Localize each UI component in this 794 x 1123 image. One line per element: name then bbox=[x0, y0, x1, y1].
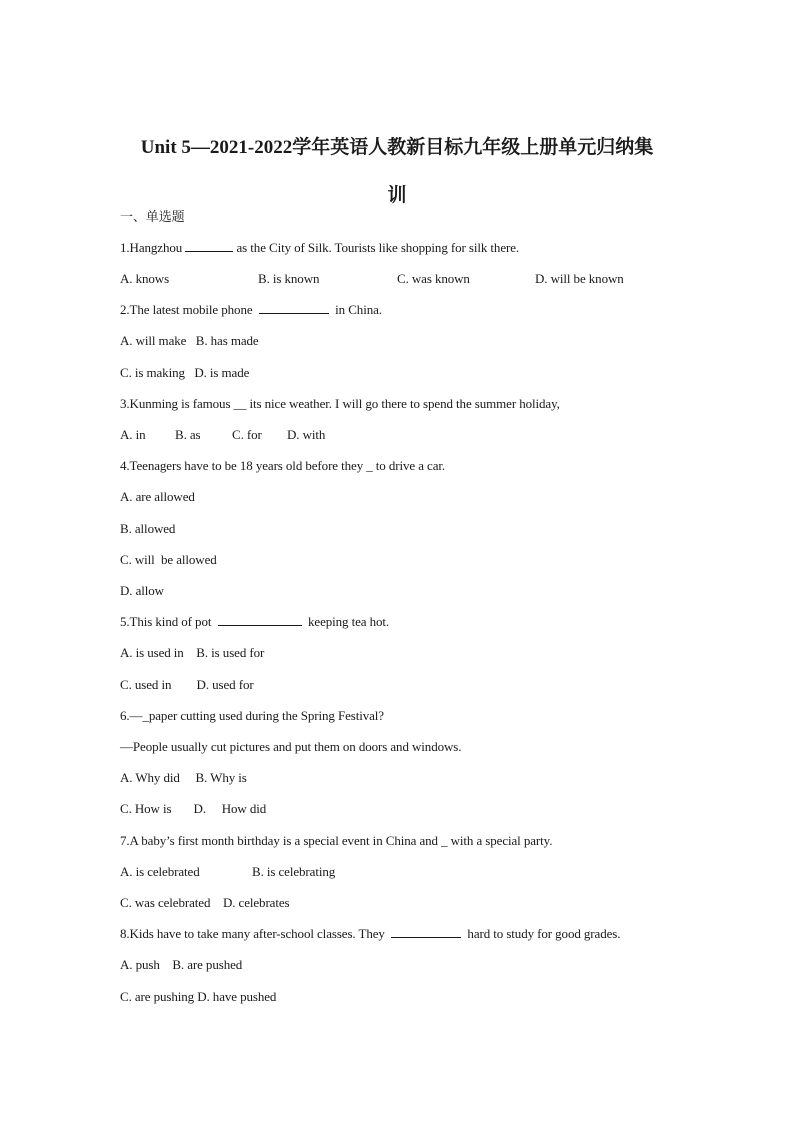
section-heading: 一、单选题 bbox=[120, 209, 185, 224]
q1-option-d: D. will be known bbox=[535, 271, 624, 286]
q7-option-b: B. is celebrating bbox=[252, 864, 336, 879]
question-8-stem bbox=[120, 926, 620, 942]
question-5-stem bbox=[120, 614, 389, 630]
question-1-options bbox=[120, 271, 680, 287]
question-5-options-row1: A. is used in B. is used for bbox=[120, 645, 265, 660]
q8-blank bbox=[391, 926, 461, 938]
q4-option-d: D. allow bbox=[120, 583, 164, 598]
q3-option-d: D. with bbox=[287, 427, 326, 442]
q2-stem-part2: in China. bbox=[335, 302, 382, 317]
q1-stem-part1: 1.Hangzhou bbox=[120, 240, 183, 255]
q5-stem-part1: 5.This kind of pot bbox=[120, 614, 212, 629]
question-2-options-row1: A. will make B. has made bbox=[120, 333, 259, 348]
question-1-stem bbox=[120, 240, 519, 256]
document-title bbox=[100, 124, 694, 220]
question-7-options-row1 bbox=[120, 864, 420, 880]
question-4-stem: 4.Teenagers have to be 18 years old before they _ to drive a car. bbox=[120, 458, 446, 473]
q3-option-c: C. for bbox=[232, 427, 262, 442]
q7-option-a: A. is celebrated bbox=[120, 864, 200, 879]
q8-stem-part2: hard to study for good grades. bbox=[467, 926, 621, 941]
q4-option-b: B. allowed bbox=[120, 521, 176, 536]
question-6-options-row1: A. Why did B. Why is bbox=[120, 770, 247, 785]
q3-option-a: A. in bbox=[120, 427, 146, 442]
q2-blank bbox=[259, 302, 329, 314]
q1-option-a: A. knows bbox=[120, 271, 170, 286]
question-7-options-row2: C. was celebrated D. celebrates bbox=[120, 895, 290, 910]
q5-blank bbox=[218, 614, 302, 626]
title-line-1: Unit 5—2021-2022学年英语人教新目标九年级上册单元归纳集 bbox=[140, 137, 654, 158]
q1-stem-part2: as the City of Silk. Tourists like shopping for silk there. bbox=[236, 240, 520, 255]
question-3-options bbox=[120, 427, 420, 443]
question-8-options-row1: A. push B. are pushed bbox=[120, 957, 243, 972]
q1-option-c: C. was known bbox=[397, 271, 470, 286]
q4-option-a: A. are allowed bbox=[120, 489, 195, 504]
question-5-options-row2: C. used in D. used for bbox=[120, 677, 254, 692]
question-6-stem: 6.—_paper cutting used during the Spring Festival? bbox=[120, 708, 384, 723]
question-7-stem: 7.A baby’s first month birthday is a special event in China and _ with a special party. bbox=[120, 833, 553, 848]
q4-option-c: C. will be allowed bbox=[120, 552, 217, 567]
question-6-options-row2: C. How is D. How did bbox=[120, 801, 267, 816]
q8-stem-part1: 8.Kids have to take many after-school classes. They bbox=[120, 926, 385, 941]
q5-stem-part2: keeping tea hot. bbox=[308, 614, 390, 629]
question-6-stem-2: —People usually cut pictures and put them on doors and windows. bbox=[120, 739, 462, 754]
q1-option-b: B. is known bbox=[258, 271, 320, 286]
q1-blank bbox=[185, 240, 233, 252]
title-line-2: 训 bbox=[387, 185, 407, 206]
question-8-options-row2: C. are pushing D. have pushed bbox=[120, 989, 277, 1004]
q3-option-b: B. as bbox=[175, 427, 201, 442]
q2-stem-part1: 2.The latest mobile phone bbox=[120, 302, 253, 317]
question-2-options-row2: C. is making D. is made bbox=[120, 365, 250, 380]
question-2-stem bbox=[120, 302, 382, 318]
question-3-stem: 3.Kunming is famous __ its nice weather. I will go there to spend the summer holiday, bbox=[120, 396, 560, 411]
